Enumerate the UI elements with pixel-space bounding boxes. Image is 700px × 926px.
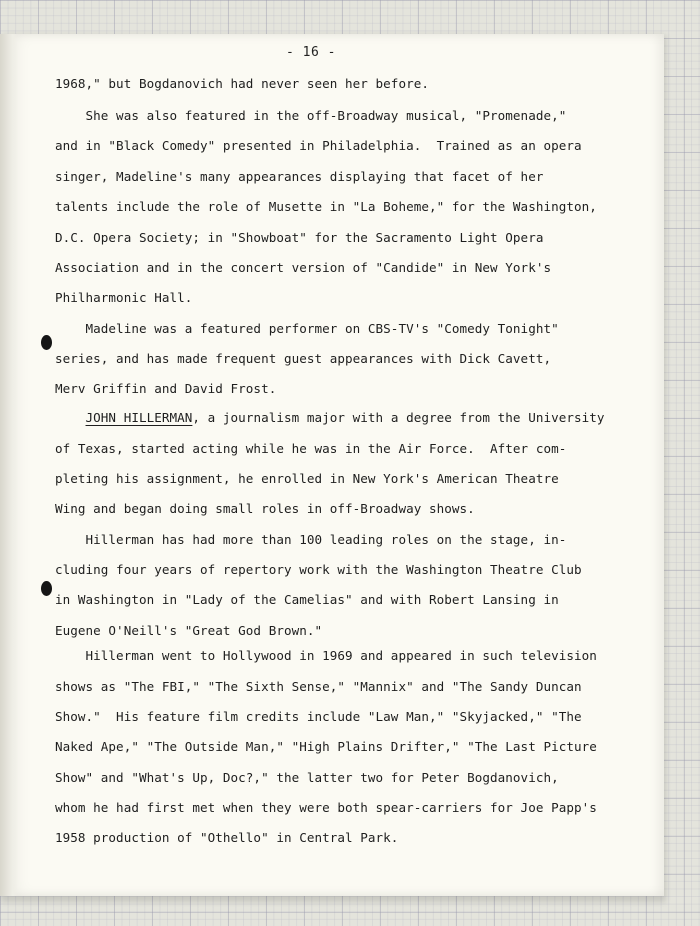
text-line: D.C. Opera Society; in "Showboat" for the Sacramento Light Opera (55, 230, 544, 245)
text-line: cluding four years of repertory work with the Washington Theatre Club (55, 562, 582, 577)
text-line: and in "Black Comedy" presented in Philadelphia. Trained as an opera (55, 138, 582, 153)
text-line: Eugene O'Neill's "Great God Brown." (55, 623, 323, 638)
text-line: series, and has made frequent guest appearances with Dick Cavett, (55, 351, 552, 366)
text-line (55, 410, 605, 425)
text-line: 1968," but Bogdanovich had never seen her before. (55, 76, 429, 91)
text-line-rest: , a journalism major with a degree from the University (192, 410, 605, 425)
page-number: - 16 - (286, 45, 336, 60)
text-line: She was also featured in the off-Broadway musical, "Promenade," (55, 108, 567, 123)
text-line: Wing and began doing small roles in off-Broadway shows. (55, 501, 475, 516)
text-line: singer, Madeline's many appearances displaying that facet of her (55, 169, 544, 184)
text-line: Merv Griffin and David Frost. (55, 381, 277, 396)
text-line: whom he had first met when they were both spear-carriers for Joe Papp's (55, 800, 597, 815)
text-line: talents include the role of Musette in "La Boheme," for the Washington, (55, 199, 597, 214)
text-line: in Washington in "Lady of the Camelias" and with Robert Lansing in (55, 592, 559, 607)
text-line: 1958 production of "Othello" in Central Park. (55, 830, 399, 845)
text-line: Philharmonic Hall. (55, 290, 193, 305)
text-line: Hillerman went to Hollywood in 1969 and appeared in such television (55, 648, 597, 663)
text-line: Show." His feature film credits include "Law Man," "Skyjacked," "The (55, 709, 582, 724)
text-line: Hillerman has had more than 100 leading roles on the stage, in- (55, 532, 567, 547)
text-line: Association and in the concert version of "Candide" in New York's (55, 260, 552, 275)
text-line: Madeline was a featured performer on CBS-TV's "Comedy Tonight" (55, 321, 559, 336)
text-line: shows as "The FBI," "The Sixth Sense," "Mannix" and "The Sandy Duncan (55, 679, 582, 694)
hillerman-name: JOHN HILLERMAN (85, 410, 193, 425)
text-line: Naked Ape," "The Outside Man," "High Plains Drifter," "The Last Picture (55, 739, 597, 754)
text-line: pleting his assignment, he enrolled in New York's American Theatre (55, 471, 559, 486)
text-line: Show" and "What's Up, Doc?," the latter two for Peter Bogdanovich, (55, 770, 559, 785)
text-line: of Texas, started acting while he was in the Air Force. After com- (55, 441, 567, 456)
